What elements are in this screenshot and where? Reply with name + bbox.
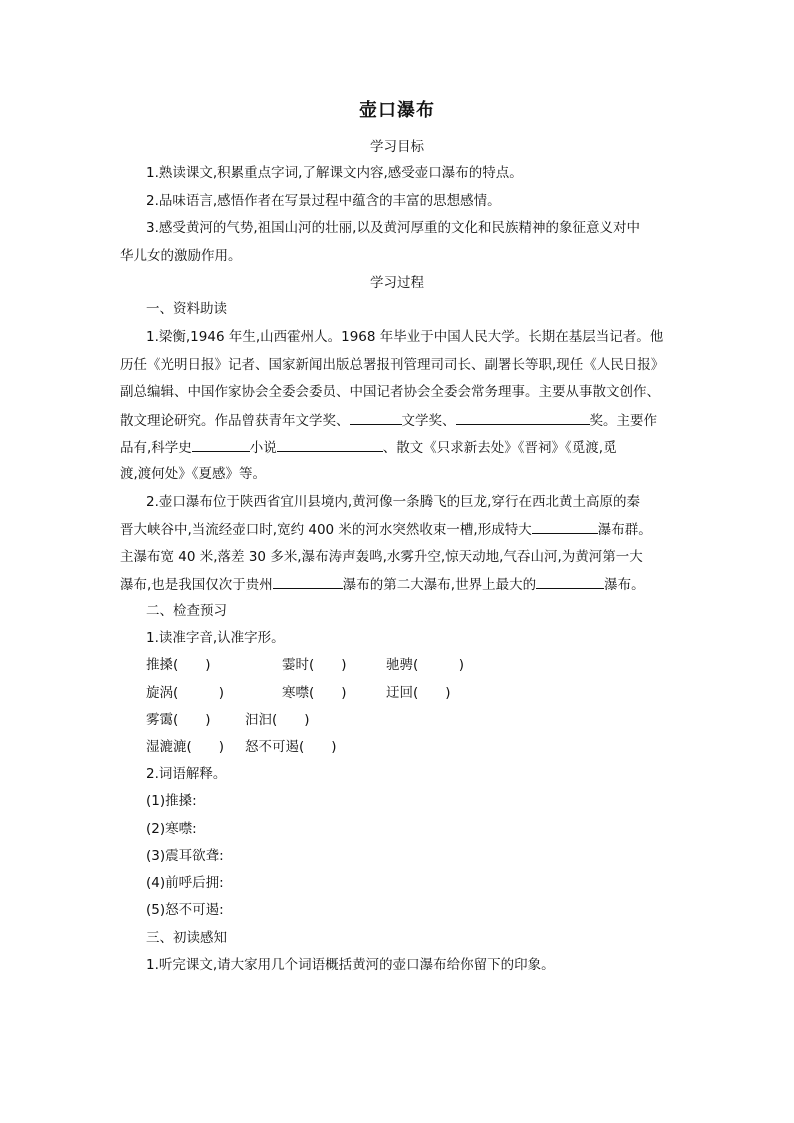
objectives-heading: 学习目标 [370, 139, 424, 155]
pinyin-item: 驰骋( ) [386, 657, 465, 673]
bio-paragraph-line: 1.梁衡,1946 年生,山西霍州人。1968 年毕业于中国人民大学。长期在基层当记者。他 [146, 329, 664, 345]
pinyin-item: 霎时( ) [282, 657, 347, 673]
definition-item: (2)寒噤: [146, 821, 197, 837]
objective-item: 2.品味语言,感悟作者在写景过程中蕴含的丰富的思想感情。 [146, 193, 501, 209]
pinyin-item: 怒不可遏( ) [245, 739, 337, 755]
pinyin-item: 汩汩( ) [245, 712, 310, 728]
question-pronunciation: 1.读准字音,认准字形。 [146, 630, 285, 646]
text-fragment: 瀑布群。 [597, 522, 652, 538]
question-definitions: 2.词语解释。 [146, 766, 227, 782]
definition-item: (4)前呼后拥: [146, 875, 224, 891]
process-heading: 学习过程 [370, 275, 424, 291]
section-heading-materials: 一、资料助读 [146, 301, 227, 317]
waterfall-paragraph-line [120, 519, 652, 540]
definition-item: (1)推搡: [146, 793, 197, 809]
section-heading-first-reading: 三、初读感知 [146, 930, 227, 946]
text-fragment: 散文理论研究。作品曾获青年文学奖、 [120, 413, 350, 429]
objective-item-continued: 华儿女的激励作用。 [120, 248, 242, 264]
definition-item: (5)怒不可遏: [146, 902, 224, 918]
text-fragment: 晋大峡谷中,当流经壶口时,宽约 400 米的河水突然收束一槽,形成特大 [120, 522, 532, 538]
text-fragment: 瀑布。 [604, 577, 645, 593]
fill-blank[interactable] [273, 574, 343, 589]
bio-paragraph-line [120, 410, 657, 431]
waterfall-paragraph-line: 2.壶口瀑布位于陕西省宜川县境内,黄河像一条腾飞的巨龙,穿行在西北黄土高原的秦 [146, 494, 640, 510]
objective-item: 3.感受黄河的气势,祖国山河的壮丽,以及黄河厚重的文化和民族精神的象征意义对中 [146, 220, 640, 236]
text-fragment: 瀑布的第二大瀑布,世界上最大的 [342, 577, 537, 593]
definition-item: (3)震耳欲聋: [146, 848, 224, 864]
pinyin-item: 迂回( ) [386, 685, 451, 701]
text-fragment: 奖。主要作 [589, 413, 657, 429]
text-fragment: 文学奖、 [401, 413, 456, 429]
pinyin-item: 旋涡( ) [146, 685, 225, 701]
pinyin-item: 寒噤( ) [282, 685, 347, 701]
bio-paragraph-line: 渡,渡何处》《夏感》等。 [120, 466, 267, 482]
text-fragment: 小说 [249, 440, 277, 456]
section-heading-preview: 二、检查预习 [146, 603, 227, 619]
bio-paragraph-line: 副总编辑、中国作家协会全委会委员、中国记者协会全委会常务理事。主要从事散文创作、 [120, 384, 660, 400]
pinyin-item: 湿漉漉( ) [146, 739, 225, 755]
waterfall-paragraph-line: 主瀑布宽 40 米,落差 30 多米,瀑布涛声轰鸣,水雾升空,惊天动地,气吞山河,为黄河第一大 [120, 549, 643, 565]
bio-paragraph-line: 历任《光明日报》记者、国家新闻出版总署报刊管理司司长、副署长等职,现任《人民日报》 [120, 357, 665, 373]
fill-blank[interactable] [277, 437, 383, 452]
question-impression: 1.听完课文,请大家用几个词语概括黄河的壶口瀑布给你留下的印象。 [146, 957, 555, 973]
text-fragment: 瀑布,也是我国仅次于贵州 [120, 577, 273, 593]
fill-blank[interactable] [192, 437, 250, 452]
pinyin-item: 推搡( ) [146, 657, 211, 673]
objective-item: 1.熟读课文,积累重点字词,了解课文内容,感受壶口瀑布的特点。 [146, 165, 523, 181]
fill-blank[interactable] [350, 410, 402, 425]
page-title: 壶口瀑布 [359, 100, 435, 121]
pinyin-item: 雾霭( ) [146, 712, 211, 728]
waterfall-paragraph-line [120, 574, 645, 595]
fill-blank[interactable] [532, 519, 598, 534]
text-fragment: 、散文《只求新去处》《晋祠》《觅渡,觅 [382, 440, 617, 456]
fill-blank[interactable] [456, 410, 590, 425]
fill-blank[interactable] [536, 574, 604, 589]
bio-paragraph-line [120, 437, 617, 458]
text-fragment: 品有,科学史 [120, 440, 192, 456]
